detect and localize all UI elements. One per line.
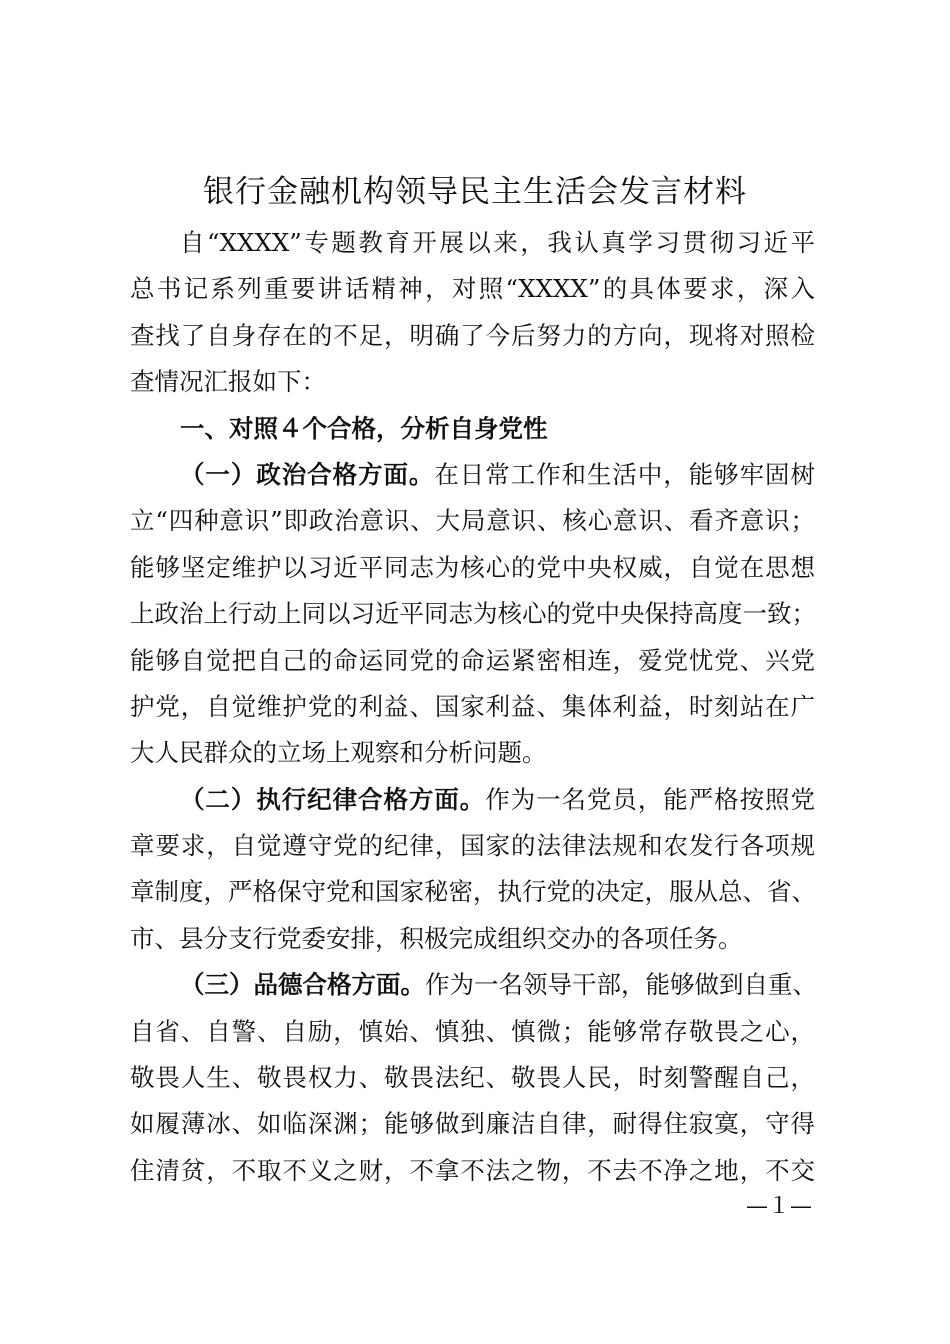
- line-text: 自“XXXX”专题教育开展以来，我认真学习贯彻习近平: [180, 228, 815, 257]
- text-line: [130, 730, 815, 776]
- text-line: [130, 1101, 815, 1147]
- text-line: [130, 1148, 815, 1194]
- text-line: [130, 916, 815, 962]
- text-line: [130, 266, 815, 312]
- paragraph-lead: （二）执行纪律合格方面。: [180, 784, 486, 814]
- line-text: 住清贫，不取不义之财，不拿不法之物，不去不净之地，不交: [130, 1155, 815, 1185]
- page-number: —１—: [746, 1194, 813, 1219]
- line-text: 作为一名党员，能严格按照党: [485, 784, 815, 814]
- line-text: 章要求，自觉遵守党的纪律，国家的法律法规和农发行各项规: [130, 831, 815, 861]
- text-line: [130, 684, 815, 730]
- line-text: 作为一名领导干部，能够做到自重、: [425, 970, 817, 1000]
- paragraph: [130, 962, 815, 1194]
- text-line: [130, 498, 815, 544]
- text-line: [130, 545, 815, 591]
- line-text: 大人民群众的立场上观察和分析问题。: [130, 738, 547, 768]
- line-text: 立“四种意识”即政治意识、大局意识、核心意识、看齐意识；: [130, 506, 815, 536]
- text-line: [130, 823, 815, 869]
- line-text: 在日常工作和生活中，能够牢固树: [434, 459, 815, 489]
- text-line: [130, 1009, 815, 1055]
- line-text: 一、对照４个合格，分析自身党性: [180, 413, 548, 443]
- text-line: [130, 638, 815, 684]
- paragraph: [130, 220, 815, 406]
- line-text: 自省、自警、自励，慎始、慎独、慎微；能够常存敬畏之心，: [130, 1016, 815, 1046]
- line-text: 敬畏人生、敬畏权力、敬畏法纪、敬畏人民，时刻警醒自己，: [130, 1063, 815, 1093]
- paragraph-lead: （三）品德合格方面。: [180, 970, 425, 1000]
- line-text: 章制度，严格保守党和国家秘密，执行党的决定，服从总、省、: [130, 877, 816, 907]
- line-text: 查找了自身存在的不足，明确了今后努力的方向，现将对照检: [130, 320, 815, 350]
- text-line: [130, 220, 815, 266]
- text-line: [130, 962, 815, 1008]
- line-text: 市、县分支行党委安排，积极完成组织交办的各项任务。: [130, 923, 743, 953]
- document-title: 银行金融机构领导民主生活会发言材料: [203, 174, 747, 210]
- text-line: [130, 591, 815, 637]
- line-text: 总书记系列重要讲话精神，对照“XXXX”的具体要求，深入: [130, 274, 815, 304]
- line-text: 上政治上行动上同以习近平同志为核心的党中央保持高度一致；: [130, 599, 816, 629]
- line-text: 能够自觉把自己的命运同党的命运紧密相连，爱党忧党、兴党: [130, 645, 815, 675]
- paragraph-lead: （一）政治合格方面。: [180, 459, 435, 489]
- text-line: [130, 406, 815, 452]
- line-text: 能够坚定维护以习近平同志为核心的党中央权威，自觉在思想: [130, 552, 815, 582]
- text-line: [130, 452, 815, 498]
- document-body: [130, 220, 815, 1194]
- text-line: [130, 359, 815, 405]
- text-line: [130, 869, 815, 915]
- paragraph: [130, 452, 815, 777]
- paragraph: [130, 777, 815, 963]
- line-text: 如履薄冰、如临深渊；能够做到廉洁自律，耐得住寂寞，守得: [130, 1109, 815, 1139]
- section-heading: [130, 406, 815, 452]
- text-line: [130, 1055, 815, 1101]
- text-line: [130, 777, 815, 823]
- line-text: 护党，自觉维护党的利益、国家利益、集体利益，时刻站在广: [130, 691, 815, 721]
- line-text: 查情况汇报如下：: [130, 367, 326, 397]
- text-line: [130, 313, 815, 359]
